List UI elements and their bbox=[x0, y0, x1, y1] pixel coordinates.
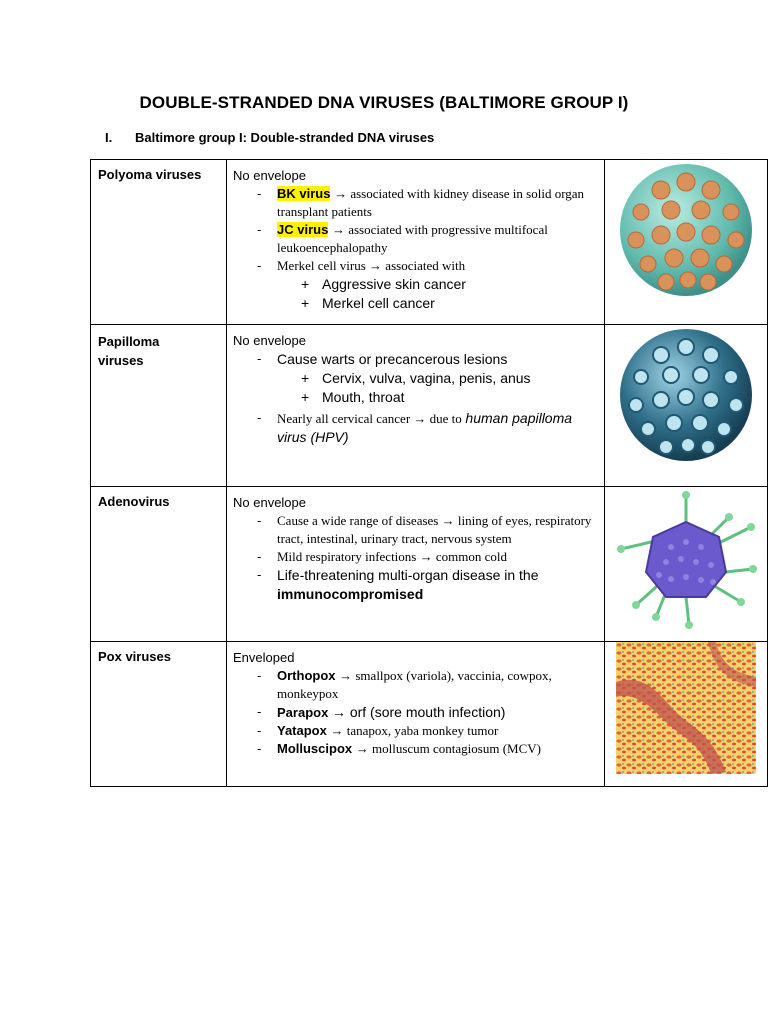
envelope-status: No envelope bbox=[233, 168, 306, 183]
virus-name-line: viruses bbox=[98, 353, 144, 368]
list-item bbox=[233, 185, 598, 221]
document-title: DOUBLE-STRANDED DNA VIRUSES (BALTIMORE GROUP I) bbox=[139, 93, 629, 112]
bold-term: Molluscipox bbox=[277, 741, 353, 756]
bold-term: Yatapox bbox=[277, 723, 327, 738]
item-text: → smallpox (variola), vaccinia, cowpox, monkeypox bbox=[277, 668, 552, 701]
virus-name-cell bbox=[91, 487, 227, 642]
envelope-status: No envelope bbox=[233, 333, 306, 348]
feature-list bbox=[233, 512, 598, 604]
virus-name: Polyoma viruses bbox=[98, 167, 202, 182]
section-title: Baltimore group I: Double-stranded DNA viruses bbox=[135, 130, 435, 145]
bold-term: immunocompromised bbox=[277, 586, 424, 602]
adenovirus-image bbox=[611, 487, 761, 632]
virus-name-cell bbox=[91, 325, 227, 487]
table-row bbox=[91, 325, 768, 487]
list-item bbox=[233, 548, 598, 566]
table-row bbox=[91, 642, 768, 787]
polyoma-virus-image bbox=[616, 160, 756, 300]
list-item bbox=[233, 740, 598, 758]
feature-list bbox=[233, 667, 598, 758]
feature-list bbox=[233, 350, 598, 369]
feature-list bbox=[233, 409, 598, 447]
envelope-status: No envelope bbox=[233, 495, 306, 510]
image-cell bbox=[605, 642, 768, 787]
sub-item: + Mouth, throat bbox=[233, 388, 598, 407]
italic-term: human papilloma virus (HPV) bbox=[277, 410, 573, 445]
bold-term: Orthopox bbox=[277, 668, 336, 683]
item-text: Nearly all cervical cancer → due to bbox=[277, 411, 462, 426]
highlighted-term: BK virus bbox=[277, 186, 331, 201]
image-cell bbox=[605, 487, 768, 642]
highlighted-term: JC virus bbox=[277, 222, 329, 237]
poxvirus-micrograph-image bbox=[616, 642, 756, 774]
virus-description-cell bbox=[227, 160, 605, 325]
item-text: → tanapox, yaba monkey tumor bbox=[330, 723, 499, 738]
item-text: → associated with kidney disease in solid organ transplant patients bbox=[277, 186, 585, 219]
section-heading bbox=[105, 130, 434, 145]
list-item bbox=[233, 350, 598, 369]
virus-name-line: Papilloma bbox=[98, 334, 160, 349]
sub-item: + Aggressive skin cancer bbox=[233, 275, 598, 294]
item-text: Cause warts or precancerous lesions bbox=[277, 351, 508, 367]
table-row bbox=[91, 487, 768, 642]
list-item bbox=[233, 703, 598, 722]
virus-table bbox=[90, 159, 768, 787]
sub-list bbox=[233, 369, 598, 407]
item-text: Mild respiratory infections → common cold bbox=[277, 549, 507, 564]
image-cell bbox=[605, 160, 768, 325]
sub-list bbox=[233, 275, 598, 313]
papilloma-virus-image bbox=[616, 325, 756, 465]
virus-name: Adenovirus bbox=[98, 494, 170, 509]
list-item bbox=[233, 722, 598, 740]
item-text: → associated with progressive multifocal leukoencephalopathy bbox=[277, 222, 548, 255]
list-item bbox=[233, 221, 598, 257]
item-text: → orf (sore mouth infection) bbox=[331, 704, 506, 720]
bold-term: Parapox bbox=[277, 705, 329, 720]
envelope-status: Enveloped bbox=[233, 650, 295, 665]
virus-name: Pox viruses bbox=[98, 649, 171, 664]
virus-description-cell bbox=[227, 325, 605, 487]
virus-description-cell bbox=[227, 487, 605, 642]
virus-description-cell bbox=[227, 642, 605, 787]
virus-name-cell bbox=[91, 642, 227, 787]
virus-name-cell bbox=[91, 160, 227, 325]
item-text: → molluscum contagiosum (MCV) bbox=[355, 741, 541, 756]
list-item bbox=[233, 409, 598, 447]
image-cell bbox=[605, 325, 768, 487]
list-item bbox=[233, 667, 598, 703]
feature-list bbox=[233, 185, 598, 275]
list-item bbox=[233, 257, 598, 275]
item-text: Life-threatening multi-organ disease in the bbox=[277, 567, 539, 583]
item-text: Cause a wide range of diseases → lining of eyes, respiratory tract, intestinal, urinary tract, nervous system bbox=[277, 513, 592, 546]
sub-item: + Cervix, vulva, vagina, penis, anus bbox=[233, 369, 598, 388]
item-text: Merkel cell virus → associated with bbox=[277, 258, 466, 273]
table-row bbox=[91, 160, 768, 325]
section-number: I. bbox=[105, 130, 113, 145]
list-item bbox=[233, 512, 598, 548]
sub-item: + Merkel cell cancer bbox=[233, 294, 598, 313]
list-item bbox=[233, 566, 598, 604]
